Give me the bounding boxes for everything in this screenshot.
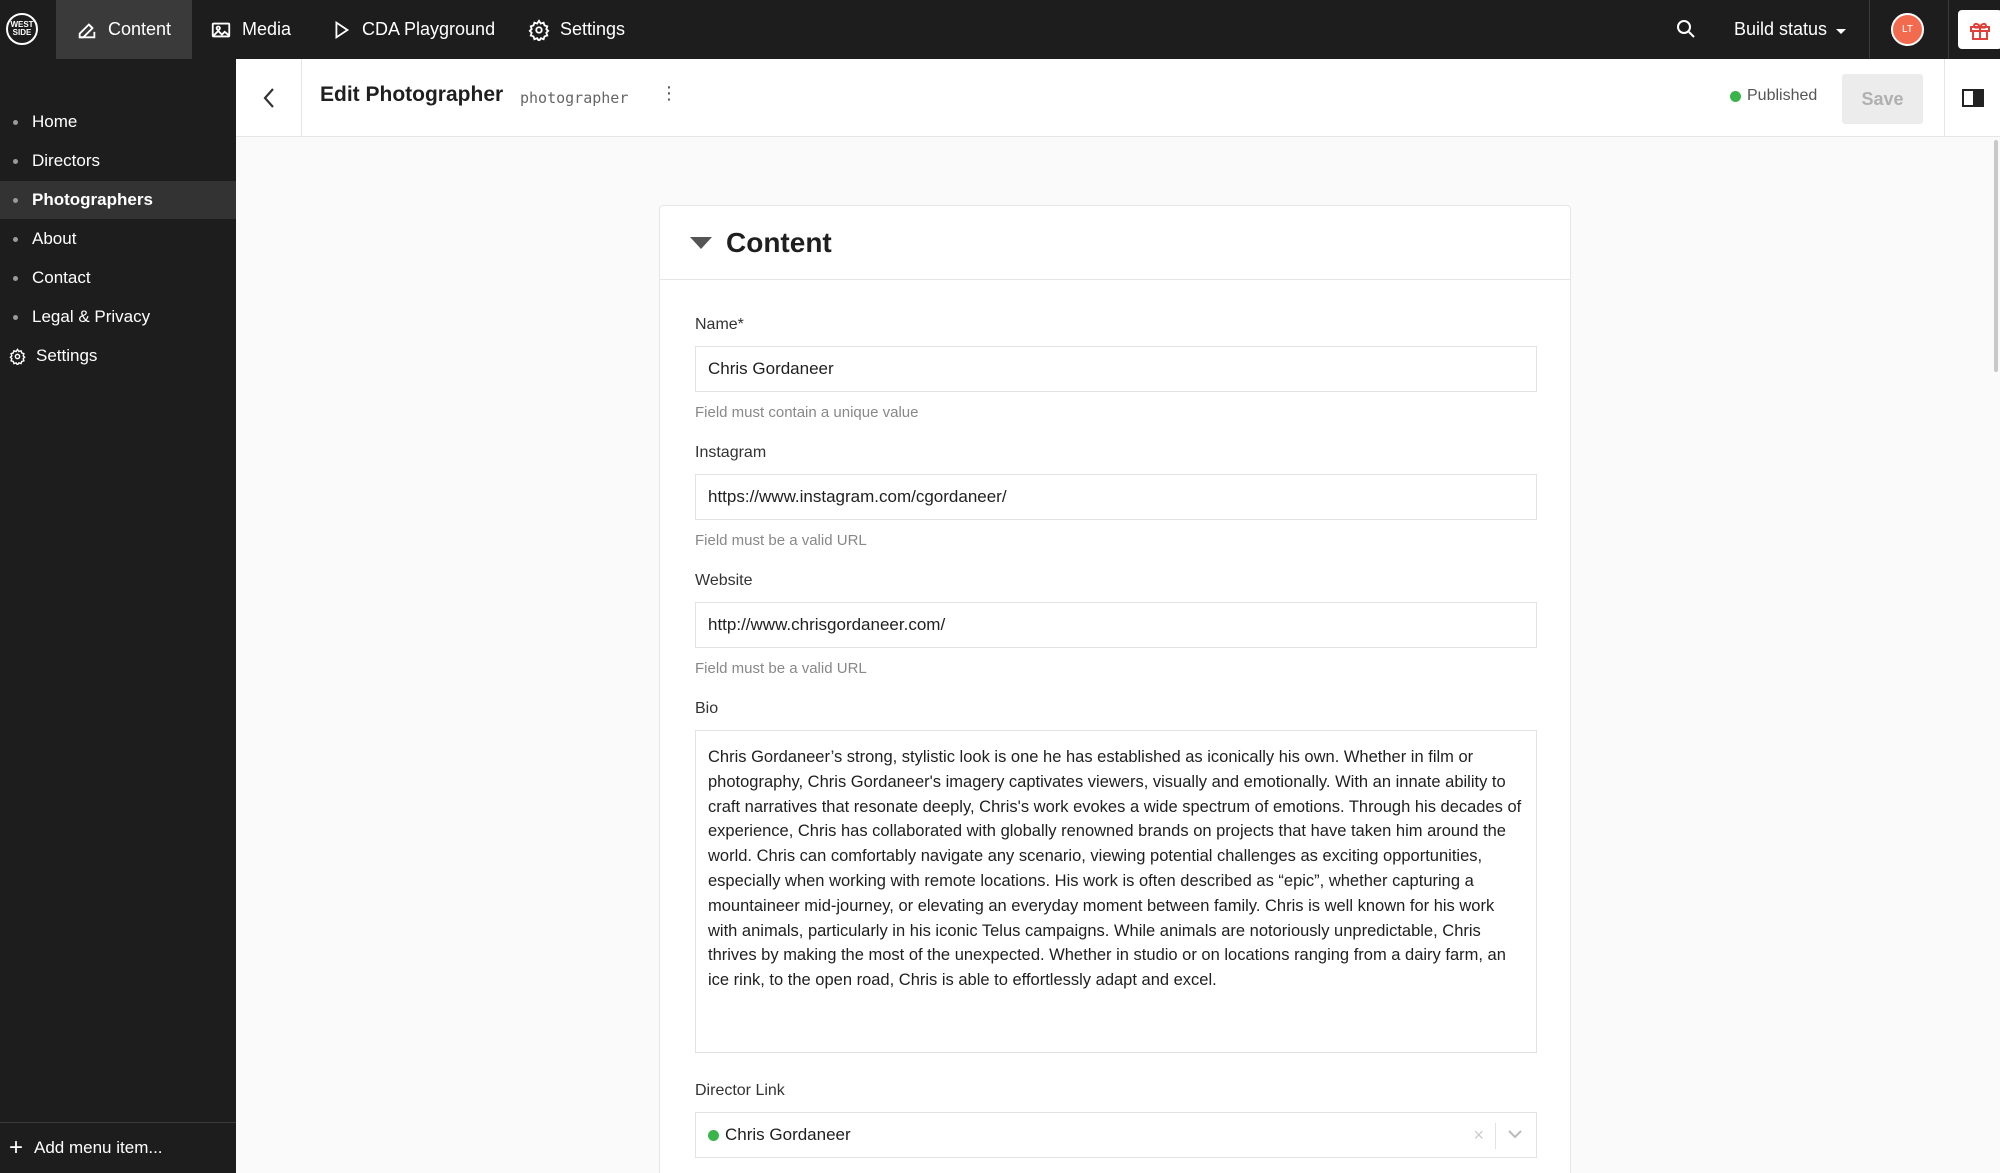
bullet: [13, 315, 18, 320]
add-menu-label: Add menu item...: [34, 1138, 163, 1157]
director-link-select[interactable]: [695, 1112, 1537, 1158]
instagram-input[interactable]: https://www.instagram.com/cgordaneer/: [695, 474, 1537, 520]
image-icon: [210, 19, 232, 41]
instagram-field: [695, 444, 1537, 549]
bio-field: [695, 700, 1537, 1053]
bullet: [13, 198, 18, 203]
field-label: Name*: [695, 316, 744, 333]
app-logo[interactable]: WEST SIDE: [6, 13, 38, 45]
plus-icon: +: [9, 1134, 24, 1161]
build-status-dropdown[interactable]: [1734, 0, 1847, 59]
gear-icon: [528, 19, 550, 41]
status-dot: [1730, 91, 1741, 102]
sidebar-item-label: Home: [32, 112, 78, 131]
website-field: [695, 572, 1537, 677]
nav-settings[interactable]: [528, 0, 625, 59]
sidebar-item-label: About: [32, 229, 77, 248]
nav-label: Content: [108, 19, 172, 39]
sidebar-item-label: Contact: [32, 268, 91, 287]
clear-icon[interactable]: ×: [1473, 1125, 1484, 1145]
bullet: [13, 276, 18, 281]
sidebar-item-photographers[interactable]: [0, 181, 236, 219]
nav-media[interactable]: [210, 0, 291, 59]
sidebar-item-home[interactable]: [0, 103, 236, 141]
sidebar-item-label: Photographers: [32, 190, 153, 209]
user-avatar[interactable]: LT: [1891, 13, 1924, 46]
field-label: Bio: [695, 700, 719, 717]
sidebar-item-about[interactable]: [0, 220, 236, 258]
caret-down-icon: [690, 237, 712, 249]
topbar-divider: [1869, 0, 1870, 59]
fieldset-header[interactable]: [660, 206, 1570, 280]
sidebar-item-label: Legal & Privacy: [32, 307, 151, 326]
field-label: Website: [695, 572, 753, 589]
gear-icon: [9, 348, 26, 365]
sidebar-item-label: Directors: [32, 151, 101, 170]
page-title: Edit Photographer: [320, 83, 504, 106]
sidebar-item-directors[interactable]: [0, 142, 236, 180]
search-icon[interactable]: [1674, 17, 1698, 41]
nav-label: CDA Playground: [362, 19, 496, 39]
bio-textarea[interactable]: Chris Gordaneer’s strong, stylistic look is one he has established as iconically his own. Whether in film or photography, Chris Gordaneer's imagery captivates viewers, visually and emotionally. With an innate ability to craft narratives that resonate deeply, Chris's work evokes a wide spectrum of emotions. Through his decades of experience, Chris has collaborated with globally renowned brands on projects that have taken him around the world. Chris can comfortably navigate any scenario, viewing potential challenges as exciting opportunities, especially when working with remote locations. His work is often described as “epic”, whether capturing a mountaineer mid-journey, or elevating an everyday moment between family. Chris is well known for his work with animals, particularly in his iconic Telus campaigns. While animals are notoriously unpredictable, Chris thrives by making the most of the unexpected. Whether in studio or on locations ranging from a dairy farm, an ice rink, to the open road, Chris is able to effortlessly adapt and excel.: [695, 730, 1537, 1053]
nav-label: Settings: [560, 19, 626, 39]
nav-cda-playground[interactable]: [330, 0, 495, 59]
website-input[interactable]: http://www.chrisgordaneer.com/: [695, 602, 1537, 648]
back-button[interactable]: [236, 59, 302, 137]
editor-header: [236, 59, 2000, 137]
sidebar-item-label: Settings: [36, 346, 98, 365]
model-api-key: photographer: [520, 89, 629, 107]
status-badge: [1730, 87, 1817, 105]
sidebar-panel-toggle[interactable]: [1944, 59, 2000, 137]
field-help: Field must be a valid URL: [695, 532, 867, 549]
gift-button[interactable]: [1958, 10, 2000, 49]
build-status-label: Build status: [1734, 19, 1828, 39]
content-fieldset: [659, 205, 1571, 1173]
play-icon: [330, 19, 352, 41]
chevron-left-icon: [262, 87, 276, 109]
field-label: Director Link: [695, 1082, 785, 1099]
top-bar: [0, 0, 2000, 59]
field-help: Field must contain a unique value: [695, 404, 919, 421]
bullet: [13, 159, 18, 164]
gift-icon: [1968, 18, 1992, 42]
add-menu-item-button[interactable]: [0, 1122, 236, 1173]
selected-record-label: Chris Gordaneer: [725, 1125, 851, 1144]
director-link-field: [695, 1082, 1537, 1158]
select-divider: [1495, 1123, 1496, 1149]
bullet: [13, 237, 18, 242]
nav-label: Media: [242, 19, 292, 39]
name-input[interactable]: Chris Gordaneer: [695, 346, 1537, 392]
status-dot: [708, 1130, 719, 1141]
name-field: [695, 316, 1537, 421]
status-label: Published: [1747, 87, 1818, 104]
bullet: [13, 120, 18, 125]
sidebar-item-legal-privacy[interactable]: [0, 298, 236, 336]
save-button[interactable]: Save: [1842, 74, 1923, 124]
field-help: Field must be a valid URL: [695, 660, 867, 677]
fieldset-title: Content: [726, 226, 832, 258]
scrollbar[interactable]: [1994, 140, 1998, 372]
sidebar-item-contact[interactable]: [0, 259, 236, 297]
nav-content[interactable]: [56, 0, 192, 59]
edit-icon: [76, 19, 98, 41]
caret-down-icon: [1835, 28, 1847, 36]
topbar-divider: [1948, 0, 1949, 59]
sidebar-item-settings[interactable]: [0, 337, 236, 375]
chevron-down-icon[interactable]: [1508, 1130, 1522, 1139]
sidebar: [0, 59, 236, 1173]
more-options-icon[interactable]: ⋮: [660, 83, 678, 103]
panel-right-icon: [1961, 88, 1985, 108]
field-label: Instagram: [695, 444, 767, 461]
